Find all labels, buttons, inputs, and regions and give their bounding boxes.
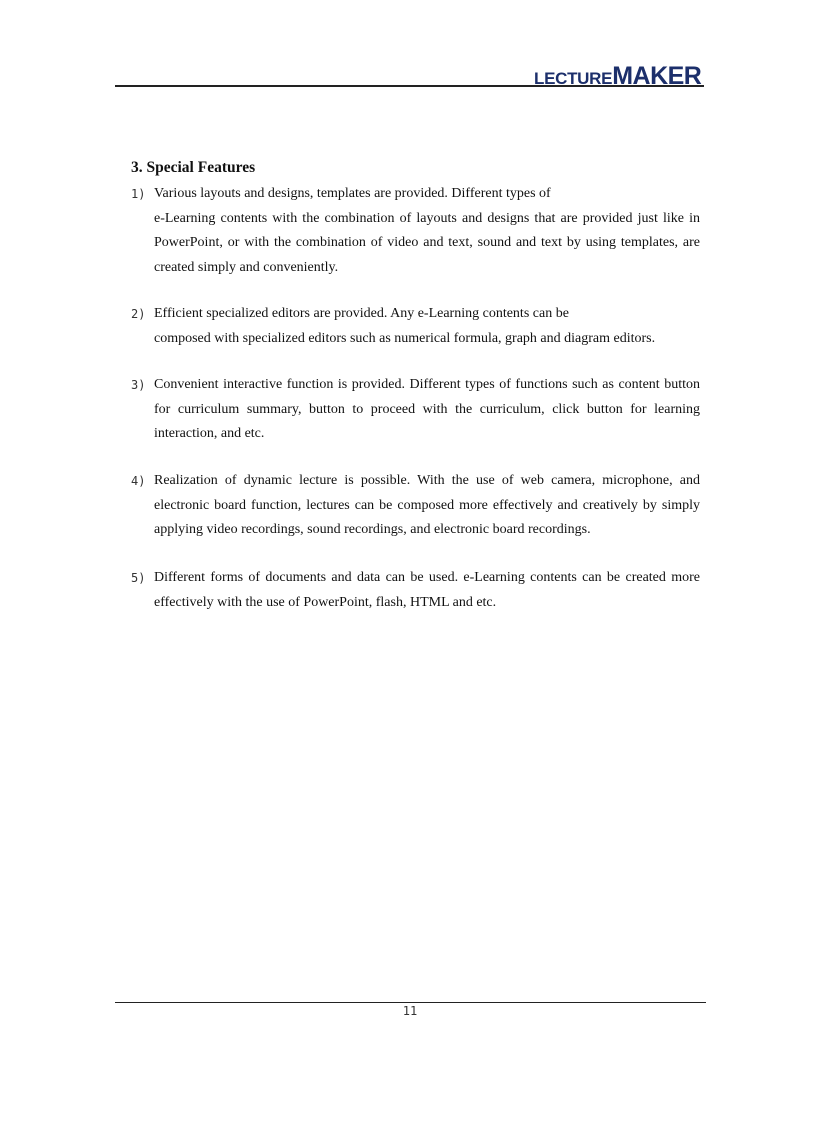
page-number: 11 bbox=[402, 1004, 418, 1018]
list-item-body: Different forms of documents and data can be used. e-Learning contents can be created more effectively with the use of PowerPoint, flash, HTML and etc. bbox=[154, 570, 700, 610]
list-item-text bbox=[154, 302, 700, 351]
header-divider bbox=[115, 85, 704, 87]
list-item-body: Realization of dynamic lecture is possible. With the use of web camera, microphone, and electronic board function, lectures can be composed more effectively and creatively by simply applying video recordings, sound recordings, and electronic board recordings. bbox=[154, 473, 700, 537]
list-item-body: Convenient interactive function is provided. Different types of functions such as content button for curriculum summary, button to proceed with the curriculum, click button for learning interaction, and etc. bbox=[154, 377, 700, 441]
list-item-text bbox=[154, 373, 700, 447]
list-item-lead: Efficient specialized editors are provided. Any e-Learning contents can be bbox=[154, 306, 569, 321]
logo-text-lecture: LECTURE bbox=[534, 69, 613, 88]
list-item-text bbox=[154, 182, 700, 280]
section-heading: 3. Special Features bbox=[131, 159, 256, 176]
footer-divider bbox=[115, 1002, 706, 1003]
list-item-number: 4) bbox=[131, 474, 146, 488]
list-item-number: 1) bbox=[131, 187, 146, 201]
list-item-number: 5) bbox=[131, 571, 146, 585]
list-item-number: 2) bbox=[131, 307, 146, 321]
list-item-lead: Various layouts and designs, templates are provided. Different types of bbox=[154, 186, 551, 201]
list-item-body: composed with specialized editors such as numerical formula, graph and diagram editors. bbox=[154, 330, 656, 346]
logo-text-maker: MAKER bbox=[612, 62, 702, 90]
list-item-body: e-Learning contents with the combination of layouts and designs that are provided just like in PowerPoint, or with the combination of video and text, sound and text by using templates, are created simply and conveniently. bbox=[154, 210, 700, 275]
list-item-number: 3) bbox=[131, 378, 146, 392]
list-item-text bbox=[154, 469, 700, 543]
list-item-text bbox=[154, 566, 700, 615]
